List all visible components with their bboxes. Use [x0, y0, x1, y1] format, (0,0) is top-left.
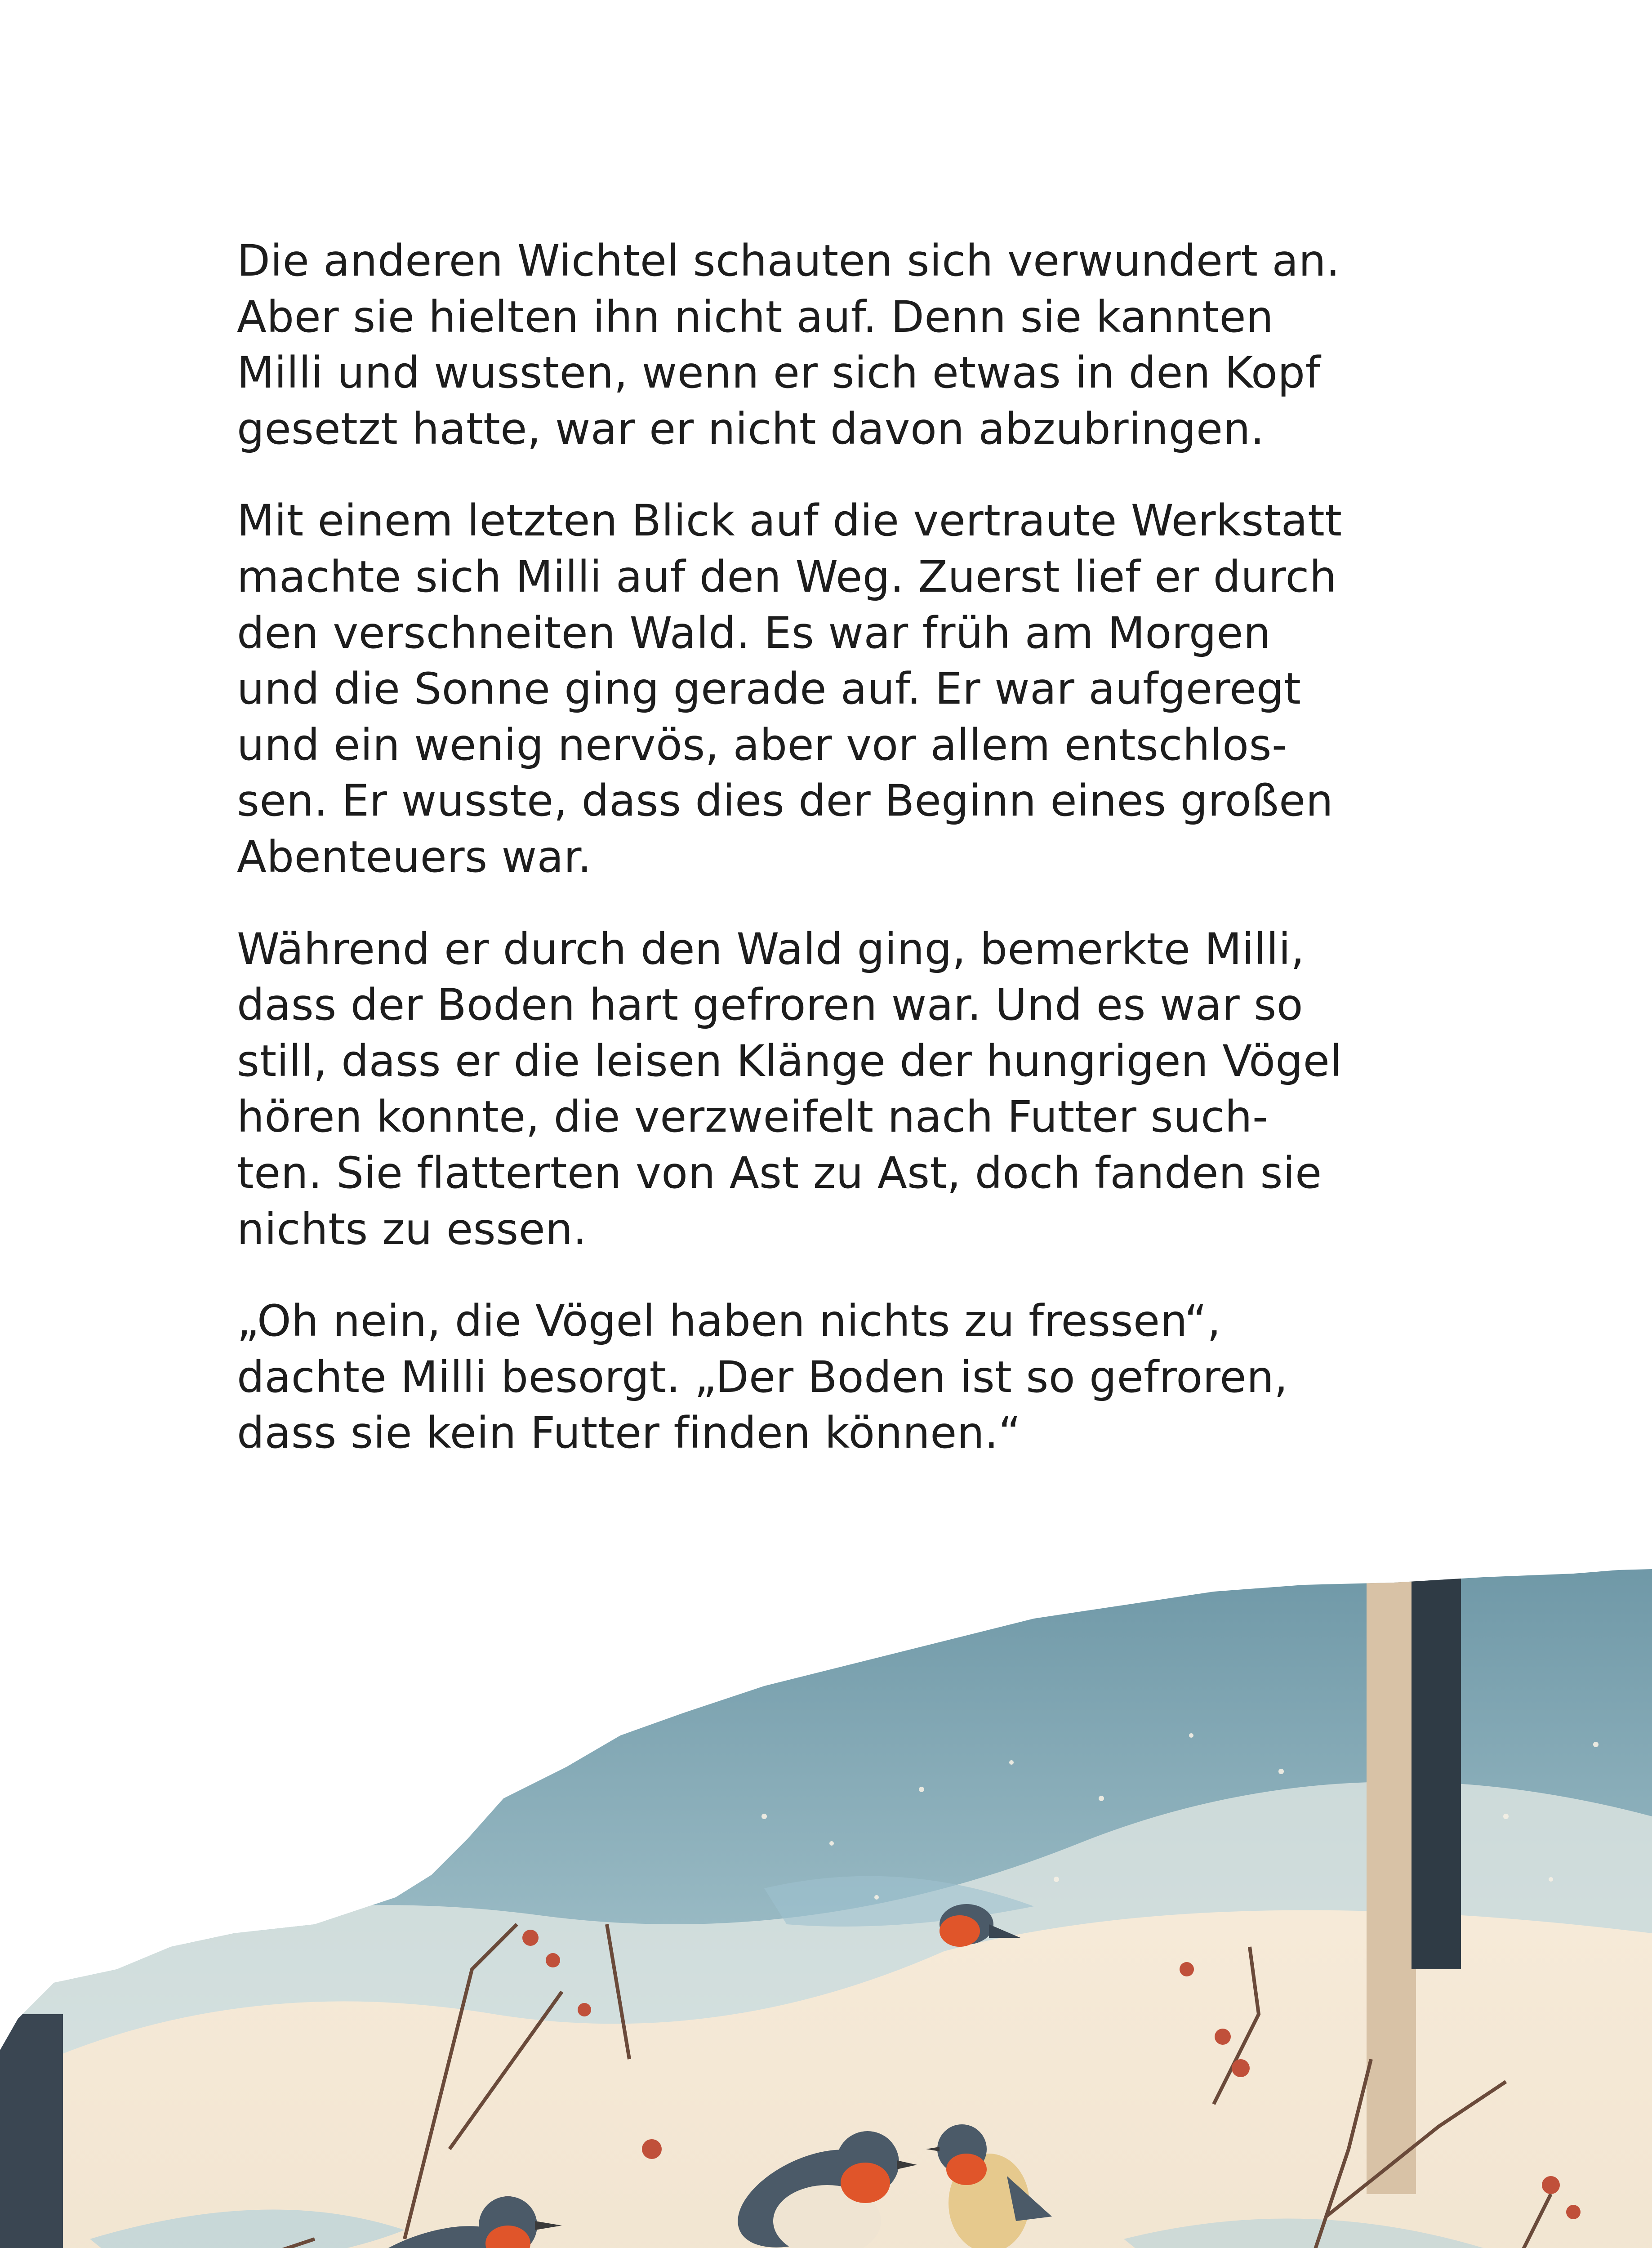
text-line: dass der Boden hart gefroren war. Und es war so — [237, 980, 1303, 1030]
text-line: Milli und wussten, wenn er sich etwas in den Kopf — [237, 348, 1321, 398]
paragraph-3 — [237, 921, 1424, 1258]
text-line: hören konnte, die verzweifelt nach Futter such- — [237, 1092, 1269, 1142]
text-line: machte sich Milli auf den Weg. Zuerst lief er durch — [237, 551, 1337, 602]
painted-scene — [0, 1565, 1652, 2248]
text-line: Die anderen Wichtel schauten sich verwundert an. — [237, 236, 1340, 286]
text-line: ten. Sie flatterten von Ast zu Ast, doch fanden sie — [237, 1147, 1322, 1198]
text-line: nichts zu essen. — [237, 1204, 587, 1254]
text-line: dachte Milli besorgt. „Der Boden ist so gefroren, — [237, 1351, 1288, 1402]
story-text — [237, 233, 1424, 1497]
paragraph-1 — [237, 233, 1424, 457]
text-line: gesetzt hatte, war er nicht davon abzubringen. — [237, 403, 1265, 454]
text-line: Mit einem letzten Blick auf die vertraute Werkstatt — [237, 495, 1342, 546]
paragraph-2 — [237, 493, 1424, 885]
text-line: Während er durch den Wald ging, bemerkte Milli, — [237, 923, 1305, 974]
text-line: sen. Er wusste, dass dies der Beginn eines großen — [237, 776, 1334, 826]
text-line: „Oh nein, die Vögel haben nichts zu fressen“, — [237, 1296, 1221, 1347]
text-line: dass sie kein Futter finden können.“ — [237, 1408, 1021, 1459]
text-line: und ein wenig nervös, aber vor allem entschlos- — [237, 719, 1288, 770]
text-line: den verschneiten Wald. Es war früh am Morgen — [237, 607, 1271, 658]
text-line: und die Sonne ging gerade auf. Er war aufgeregt — [237, 664, 1301, 714]
winter-robins-illustration — [0, 1565, 1652, 2248]
paragraph-4 — [237, 1293, 1424, 1461]
text-line: Aber sie hielten ihn nicht auf. Denn sie kannten — [237, 291, 1274, 342]
text-line: Abenteuers war. — [237, 831, 592, 882]
illustration-svg — [0, 1565, 1652, 2248]
text-line: still, dass er die leisen Klänge der hungrigen Vögel — [237, 1035, 1342, 1086]
